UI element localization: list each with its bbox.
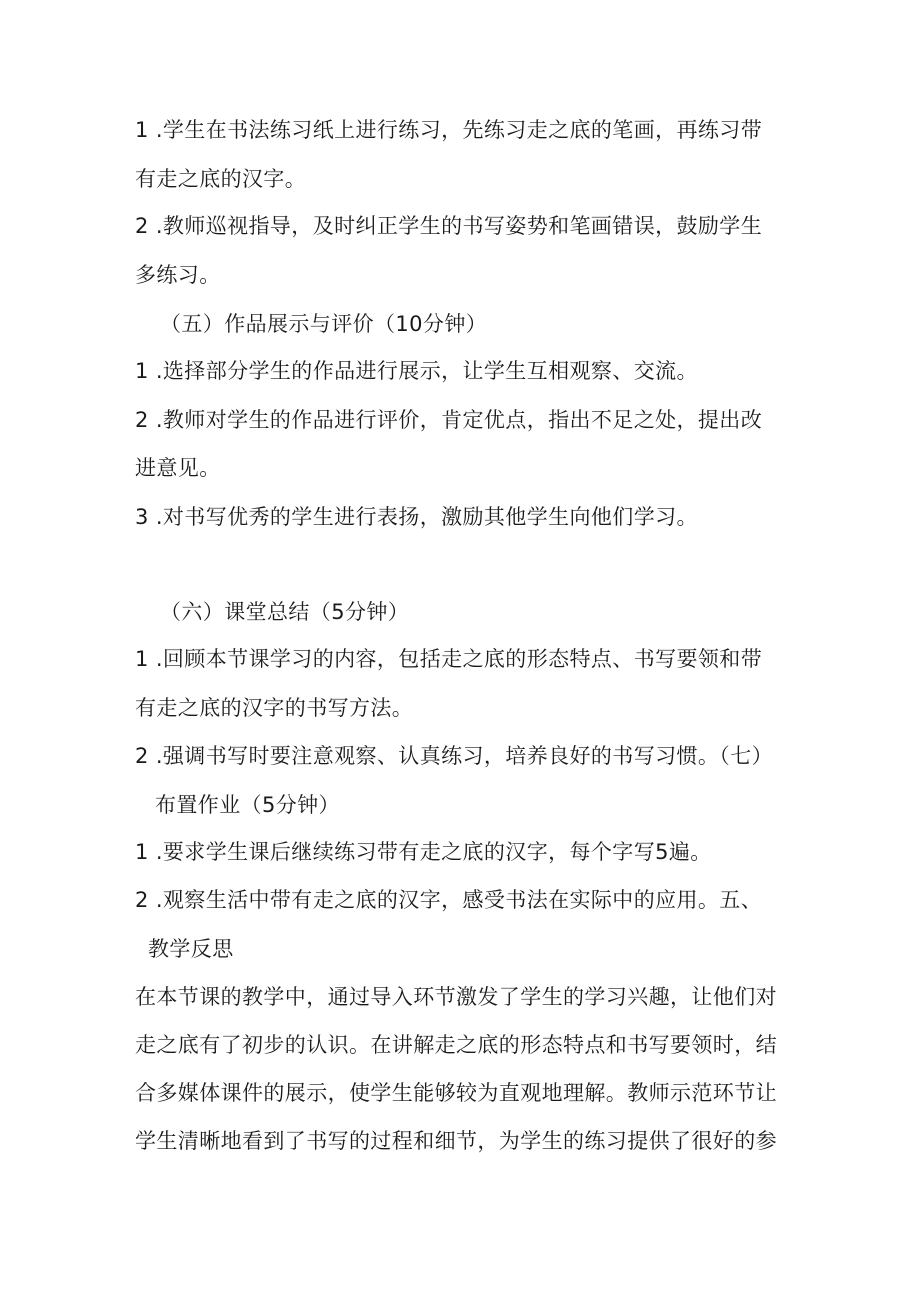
paragraph-line: 1 .回顾本节课学习的内容，包括走之底的形态特点、书写要领和带 xyxy=(135,647,763,671)
paragraph-line: 2 .教师巡视指导，及时纠正学生的书写姿势和笔画错误，鼓励学生 xyxy=(135,214,763,238)
section-heading: 布置作业（5分钟） xyxy=(155,793,340,817)
paragraph-line: 进意见。 xyxy=(135,456,221,480)
paragraph-line: 1 .学生在书法练习纸上进行练习，先练习走之底的笔画，再练习带 xyxy=(135,118,763,142)
paragraph-line: 合多媒体课件的展示，使学生能够较为直观地理解。教师示范环节让 xyxy=(135,1081,777,1105)
paragraph-line: 有走之底的汉字。 xyxy=(135,167,307,191)
paragraph-line: 2 .观察生活中带有走之底的汉字，感受书法在实际中的应用。五、 xyxy=(135,888,763,912)
paragraph-line: 2 .教师对学生的作品进行评价，肯定优点，指出不足之处，提出改 xyxy=(135,408,763,432)
section-heading: （六）课堂总结（5分钟） xyxy=(160,600,410,624)
paragraph-line: 学生清晰地看到了书写的过程和细节，为学生的练习提供了很好的参 xyxy=(135,1129,777,1153)
section-heading: （五）作品展示与评价（10分钟） xyxy=(160,312,488,336)
paragraph-line: 走之底有了初步的认识。在讲解走之底的形态特点和书写要领时，结 xyxy=(135,1033,777,1057)
section-heading: 教学反思 xyxy=(148,937,234,961)
paragraph-line: 1 .选择部分学生的作品进行展示，让学生互相观察、交流。 xyxy=(135,359,698,383)
paragraph-line: 3 .对书写优秀的学生进行表扬，激励其他学生向他们学习。 xyxy=(135,505,698,529)
paragraph-line: 多练习。 xyxy=(135,263,221,287)
paragraph-line: 1 .要求学生课后继续练习带有走之底的汉字，每个字写5遍。 xyxy=(135,840,712,864)
paragraph-line: 在本节课的教学中，通过导入环节激发了学生的学习兴趣，让他们对 xyxy=(135,985,777,1009)
paragraph-line: 2 .强调书写时要注意观察、认真练习，培养良好的书写习惯。（七） xyxy=(135,744,774,768)
paragraph-line: 有走之底的汉字的书写方法。 xyxy=(135,696,414,720)
